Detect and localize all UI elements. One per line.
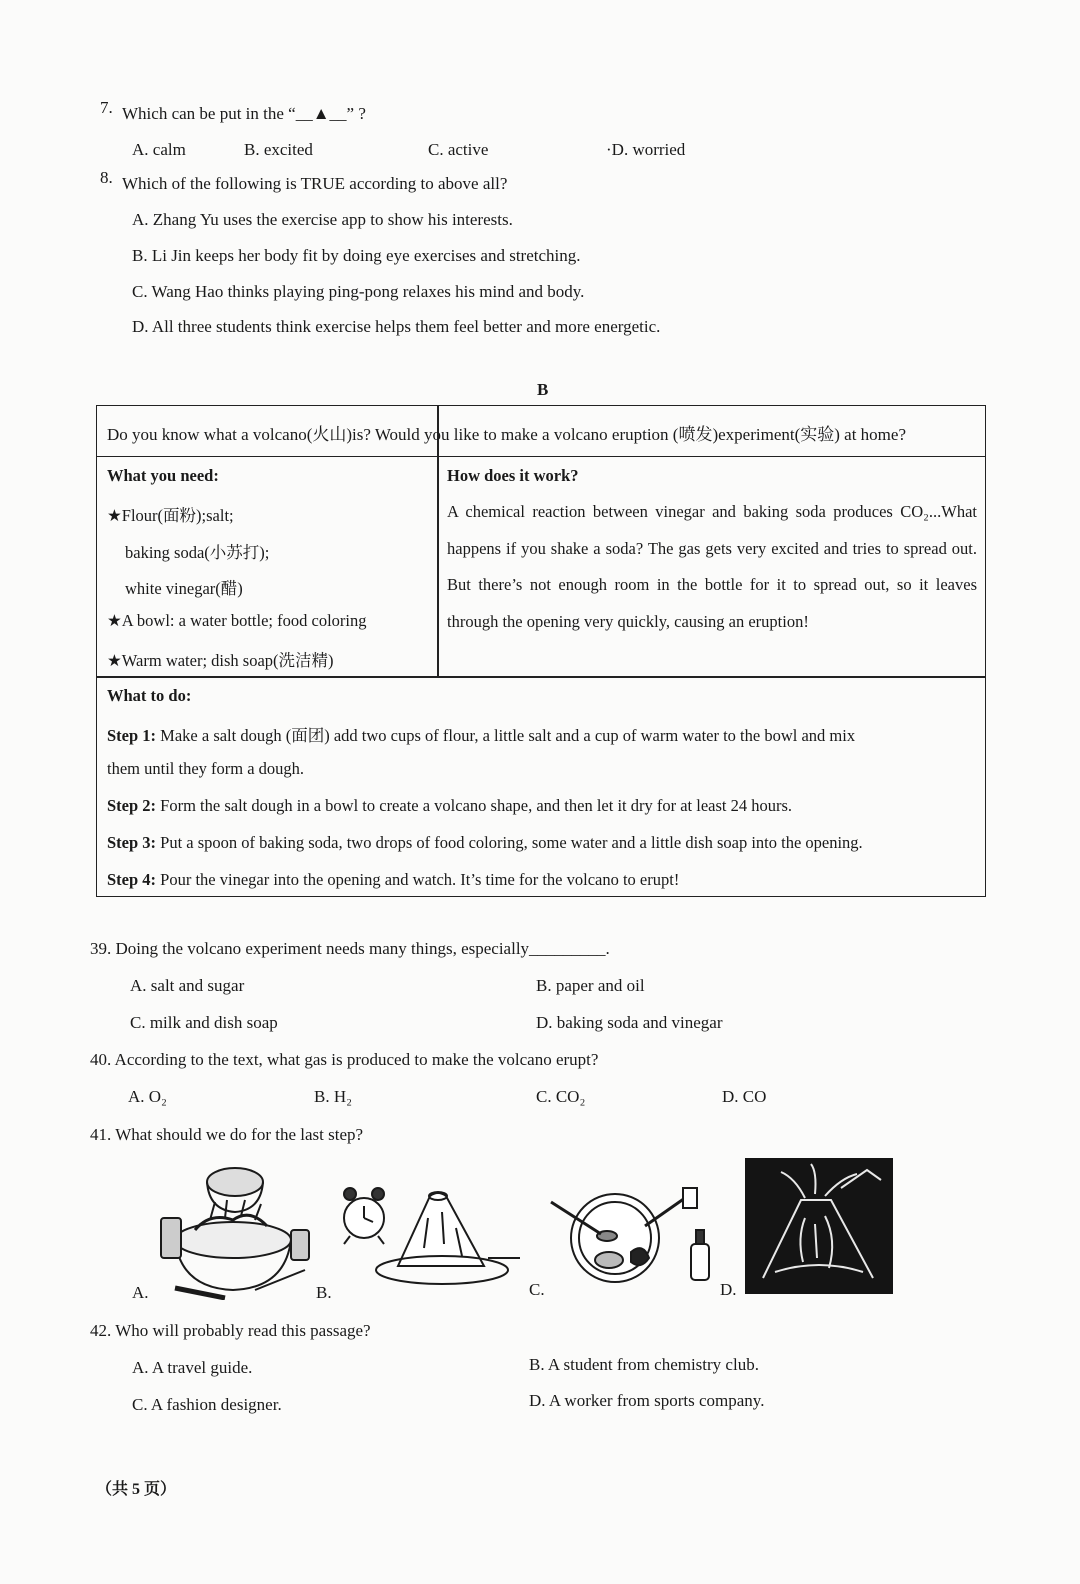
q39-option-c: C. milk and dish soap [130, 1013, 278, 1032]
q38-option-b: B. Li Jin keeps her body fit by doing eye exercises and stretching. [132, 246, 581, 265]
q38-number: 8. [100, 168, 113, 187]
column-divider [437, 406, 439, 676]
row-divider [97, 676, 985, 678]
step-label: Step 4: [107, 870, 157, 889]
q40-option-d: D. CO [722, 1087, 767, 1106]
how-text: A chemical reaction between vinegar and baking soda produces CO₂...What happens if you shake a soda? The gas gets very excited and tries to spread out. But there’s not enough room in the bottle for it to spread out, so it leaves through the opening very quickly, causing an eruption! [447, 502, 977, 631]
q40-stem: 40. According to the text, what gas is produced to make the volcano erupt? [90, 1050, 599, 1069]
q40-option-a: A. O₂ [128, 1087, 167, 1106]
todo-title: What to do: [107, 686, 192, 705]
q37-number: 7. [100, 98, 113, 117]
q39-option-d: D. baking soda and vinegar [536, 1013, 723, 1032]
q37-option-d: ·D. worried [606, 140, 686, 159]
q42-option-c: C. A fashion designer. [132, 1395, 282, 1414]
clock-volcano-icon [338, 1178, 520, 1290]
step-text: Form the salt dough in a bowl to create a volcano shape, and then let it dry for at least 24 hours. [160, 796, 793, 815]
step-text: Pour the vinegar into the opening and watch. It’s time for the volcano to erupt! [160, 870, 680, 889]
q39-option-a: A. salt and sugar [130, 976, 245, 995]
q37-stem: Which can be put in the “__▲__” ? [122, 104, 366, 123]
q42-option-b: B. A student from chemistry club. [529, 1355, 759, 1374]
q38-stem: Which of the following is TRUE according to above all? [122, 174, 508, 193]
q40-option-c: C. CO₂ [536, 1087, 586, 1106]
need-item: baking soda(小苏打); [125, 543, 270, 562]
need-item: ★Flour(面粉);salt; [107, 506, 234, 525]
bowl-spoon-bottle-icon [545, 1180, 720, 1292]
how-title: How does it work? [447, 466, 579, 485]
kneading-dough-icon [155, 1160, 315, 1300]
passage-b-box [96, 405, 986, 897]
step-4 [107, 870, 679, 890]
passage-label: B [537, 380, 549, 399]
q37-option-b: B. excited [244, 140, 313, 159]
need-item: white vinegar(醋) [125, 579, 243, 598]
step-3 [107, 833, 863, 853]
q41-option-d: D. [720, 1280, 737, 1299]
step-1 [107, 722, 855, 746]
q40-option-b: B. H₂ [314, 1087, 353, 1106]
step-text: them until they form a dough. [107, 759, 305, 778]
q42-option-a: A. A travel guide. [132, 1358, 253, 1377]
need-title: What you need: [107, 466, 219, 485]
step-2 [107, 796, 792, 816]
q38-option-d: D. All three students think exercise helps them feel better and more energetic. [132, 317, 661, 336]
q41-option-a: A. [132, 1283, 149, 1302]
q39-stem: 39. Doing the volcano experiment needs many things, especially_________. [90, 939, 610, 958]
step-1-cont [107, 759, 304, 779]
q41-option-c: C. [529, 1280, 545, 1299]
step-label: Step 1: [107, 726, 157, 745]
q41-option-b: B. [316, 1283, 332, 1302]
step-text: Put a spoon of baking soda, two drops of food coloring, some water and a little dish soap into the opening. [160, 833, 863, 852]
passage-header: Do you know what a volcano(火山)is? Would you like to make a volcano eruption (喷发)experiment(实验) at home? [107, 425, 906, 444]
q39-option-b: B. paper and oil [536, 976, 645, 995]
q41-stem: 41. What should we do for the last step? [90, 1125, 364, 1144]
q42-stem: 42. Who will probably read this passage? [90, 1321, 371, 1340]
q38-option-c: C. Wang Hao thinks playing ping-pong relaxes his mind and body. [132, 282, 585, 301]
erupting-volcano-icon [745, 1158, 893, 1294]
need-item: ★Warm water; dish soap(洗洁精) [107, 651, 334, 670]
step-text: Make a salt dough (面团) add two cups of flour, a little salt and a cup of warm water to the bowl and mix [160, 726, 856, 745]
q42-option-d: D. A worker from sports company. [529, 1391, 765, 1410]
page-count: （共 5 页） [96, 1481, 177, 1498]
need-item: ★A bowl: a water bottle; food coloring [107, 611, 367, 630]
step-label: Step 3: [107, 833, 157, 852]
step-label: Step 2: [107, 796, 157, 815]
q37-option-a: A. calm [132, 140, 186, 159]
q38-option-a: A. Zhang Yu uses the exercise app to show his interests. [132, 210, 513, 229]
q37-option-c: C. active [428, 140, 489, 159]
